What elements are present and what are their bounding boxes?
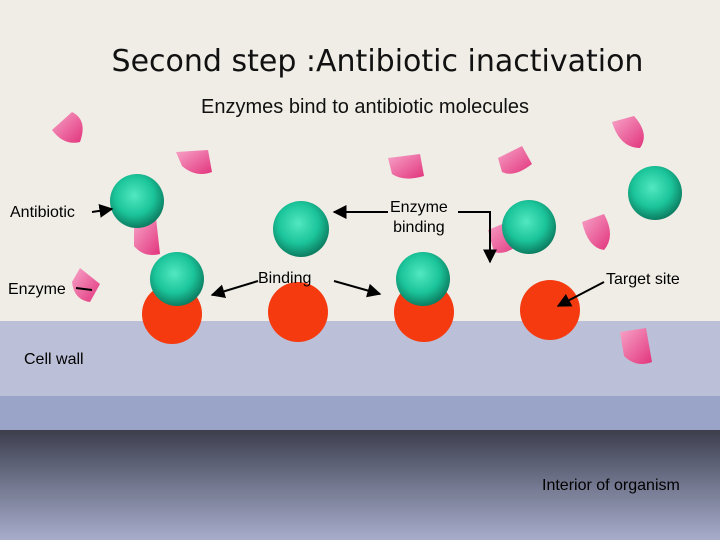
- binding-left-arrow: [212, 281, 258, 295]
- page-subtitle: Enzymes bind to antibiotic molecules: [201, 96, 529, 118]
- label-enzyme: Enzyme: [8, 281, 66, 298]
- label-interior: Interior of organism: [542, 477, 680, 494]
- antibiotic-circle: [150, 252, 204, 306]
- enzyme-shape: [498, 146, 532, 174]
- antibiotic-arrow: [92, 209, 112, 212]
- enzyme-shape: [582, 214, 610, 250]
- enzyme-shape: [612, 116, 644, 148]
- page-title: Second step :Antibiotic inactivation: [111, 44, 644, 79]
- enzyme-shape: [620, 328, 652, 364]
- label-cell-wall: Cell wall: [24, 351, 84, 368]
- antibiotic-circle: [396, 252, 450, 306]
- binding-right-arrow: [334, 281, 380, 294]
- target-site-circle: [268, 282, 328, 342]
- enzyme-shape: [388, 154, 424, 179]
- label-antibiotic: Antibiotic: [10, 204, 75, 221]
- enzyme-binding-elbow-arrow: [458, 212, 490, 262]
- label-enzyme-binding-line1: Enzyme: [390, 199, 448, 216]
- antibiotic-circle: [273, 201, 329, 257]
- label-target-site: Target site: [606, 271, 680, 288]
- antibiotic-circle: [628, 166, 682, 220]
- antibiotic-circle: [502, 200, 556, 254]
- enzyme-shape: [176, 150, 212, 174]
- target-site-circle: [520, 280, 580, 340]
- label-enzyme-binding: [390, 198, 448, 238]
- antibiotic-circle: [110, 174, 164, 228]
- label-enzyme-binding-line2: binding: [393, 219, 445, 236]
- enzyme-shape: [72, 268, 100, 302]
- label-binding: Binding: [258, 270, 312, 287]
